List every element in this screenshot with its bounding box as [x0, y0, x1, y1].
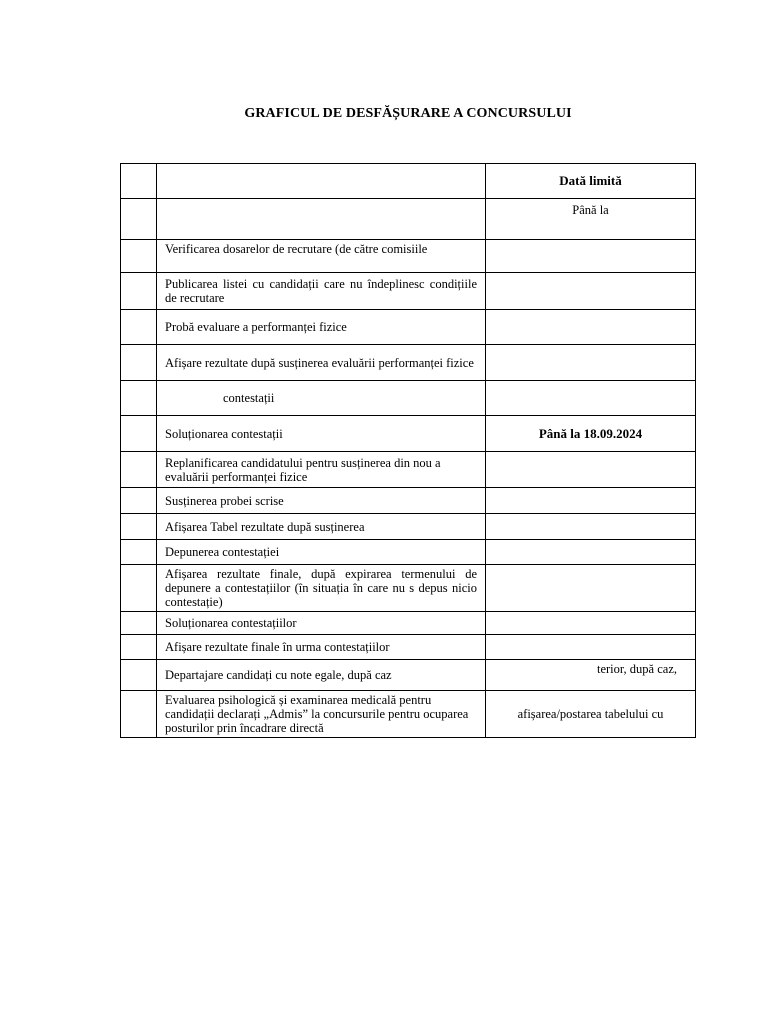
deadline-cell [486, 635, 696, 660]
deadline-cell [486, 310, 696, 345]
table-row [121, 691, 696, 738]
deadline-cell [486, 540, 696, 565]
activity-cell: Afișare rezultate finale în urma contestațiilor [157, 635, 486, 660]
deadline-cell [486, 345, 696, 381]
row-number-cell [121, 514, 157, 540]
table-row [121, 452, 696, 488]
deadline-cell: Până la [486, 199, 696, 240]
document-title: GRAFICUL DE DESFĂȘURARE A CONCURSULUI [244, 106, 572, 121]
table-row [121, 635, 696, 660]
activity-cell: Departajare candidați cu note egale, după caz [157, 660, 486, 691]
row-number-cell [121, 240, 157, 273]
deadline-cell [486, 381, 696, 416]
activity-cell: Afișare rezultate după susținerea evaluării performanței fizice [157, 345, 486, 381]
deadline-cell [486, 565, 696, 612]
row-number-cell [121, 660, 157, 691]
table-row [121, 199, 696, 240]
activity-cell: Soluționarea contestațiilor [157, 612, 486, 635]
activity-cell: Soluționarea contestații [157, 416, 486, 452]
deadline-cell: Până la 18.09.2024 [486, 416, 696, 452]
schedule-table [120, 163, 696, 738]
activity-cell: Afișarea Tabel rezultate după susținerea [157, 514, 486, 540]
table-row [121, 565, 696, 612]
activity-cell: Susținerea probei scrise [157, 488, 486, 514]
activity-cell: Replanificarea candidatului pentru susținerea din nou a evaluării performanței fizice [157, 452, 486, 488]
activity-cell: Verificarea dosarelor de recrutare (de către comisiile [157, 240, 486, 273]
deadline-cell [486, 612, 696, 635]
activity-cell: contestații [157, 381, 486, 416]
table-row [121, 345, 696, 381]
table-row [121, 514, 696, 540]
row-number-cell [121, 199, 157, 240]
activity-cell: Afișarea rezultate finale, după expirarea termenului de depunere a contestațiilor (în situația în care nu s depus nicio contestație) [157, 565, 486, 612]
deadline-cell [486, 452, 696, 488]
row-number-cell [121, 452, 157, 488]
table-row [121, 660, 696, 691]
row-number-cell [121, 416, 157, 452]
deadline-cell [486, 488, 696, 514]
activity-cell: Depunerea contestației [157, 540, 486, 565]
table-row [121, 310, 696, 345]
row-number-cell [121, 273, 157, 310]
row-number-cell [121, 381, 157, 416]
deadline-cell: terior, după caz, [486, 660, 696, 691]
table-row [121, 488, 696, 514]
deadline-cell [486, 240, 696, 273]
row-number-cell [121, 612, 157, 635]
table-header-row [121, 164, 696, 199]
table-row [121, 273, 696, 310]
activity-cell: Probă evaluare a performanței fizice [157, 310, 486, 345]
deadline-cell: afișarea/postarea tabelului cu [486, 691, 696, 738]
activity-cell: Publicarea listei cu candidații care nu îndeplinesc condițiile de recrutare [157, 273, 486, 310]
table-row [121, 240, 696, 273]
table-row [121, 612, 696, 635]
header-number-cell [121, 164, 157, 199]
row-number-cell [121, 345, 157, 381]
row-number-cell [121, 540, 157, 565]
table-row [121, 381, 696, 416]
activity-cell [157, 199, 486, 240]
activity-cell: Evaluarea psihologică și examinarea medicală pentru candidații declarați „Admis” la concursurile pentru ocuparea posturilor prin încadrare directă [157, 691, 486, 738]
row-number-cell [121, 488, 157, 514]
row-number-cell [121, 691, 157, 738]
deadline-cell [486, 273, 696, 310]
row-number-cell [121, 565, 157, 612]
row-number-cell [121, 635, 157, 660]
table-row [121, 416, 696, 452]
deadline-cell [486, 514, 696, 540]
row-number-cell [121, 310, 157, 345]
header-activity-cell [157, 164, 486, 199]
header-deadline-cell: Dată limită [486, 164, 696, 199]
table-row [121, 540, 696, 565]
